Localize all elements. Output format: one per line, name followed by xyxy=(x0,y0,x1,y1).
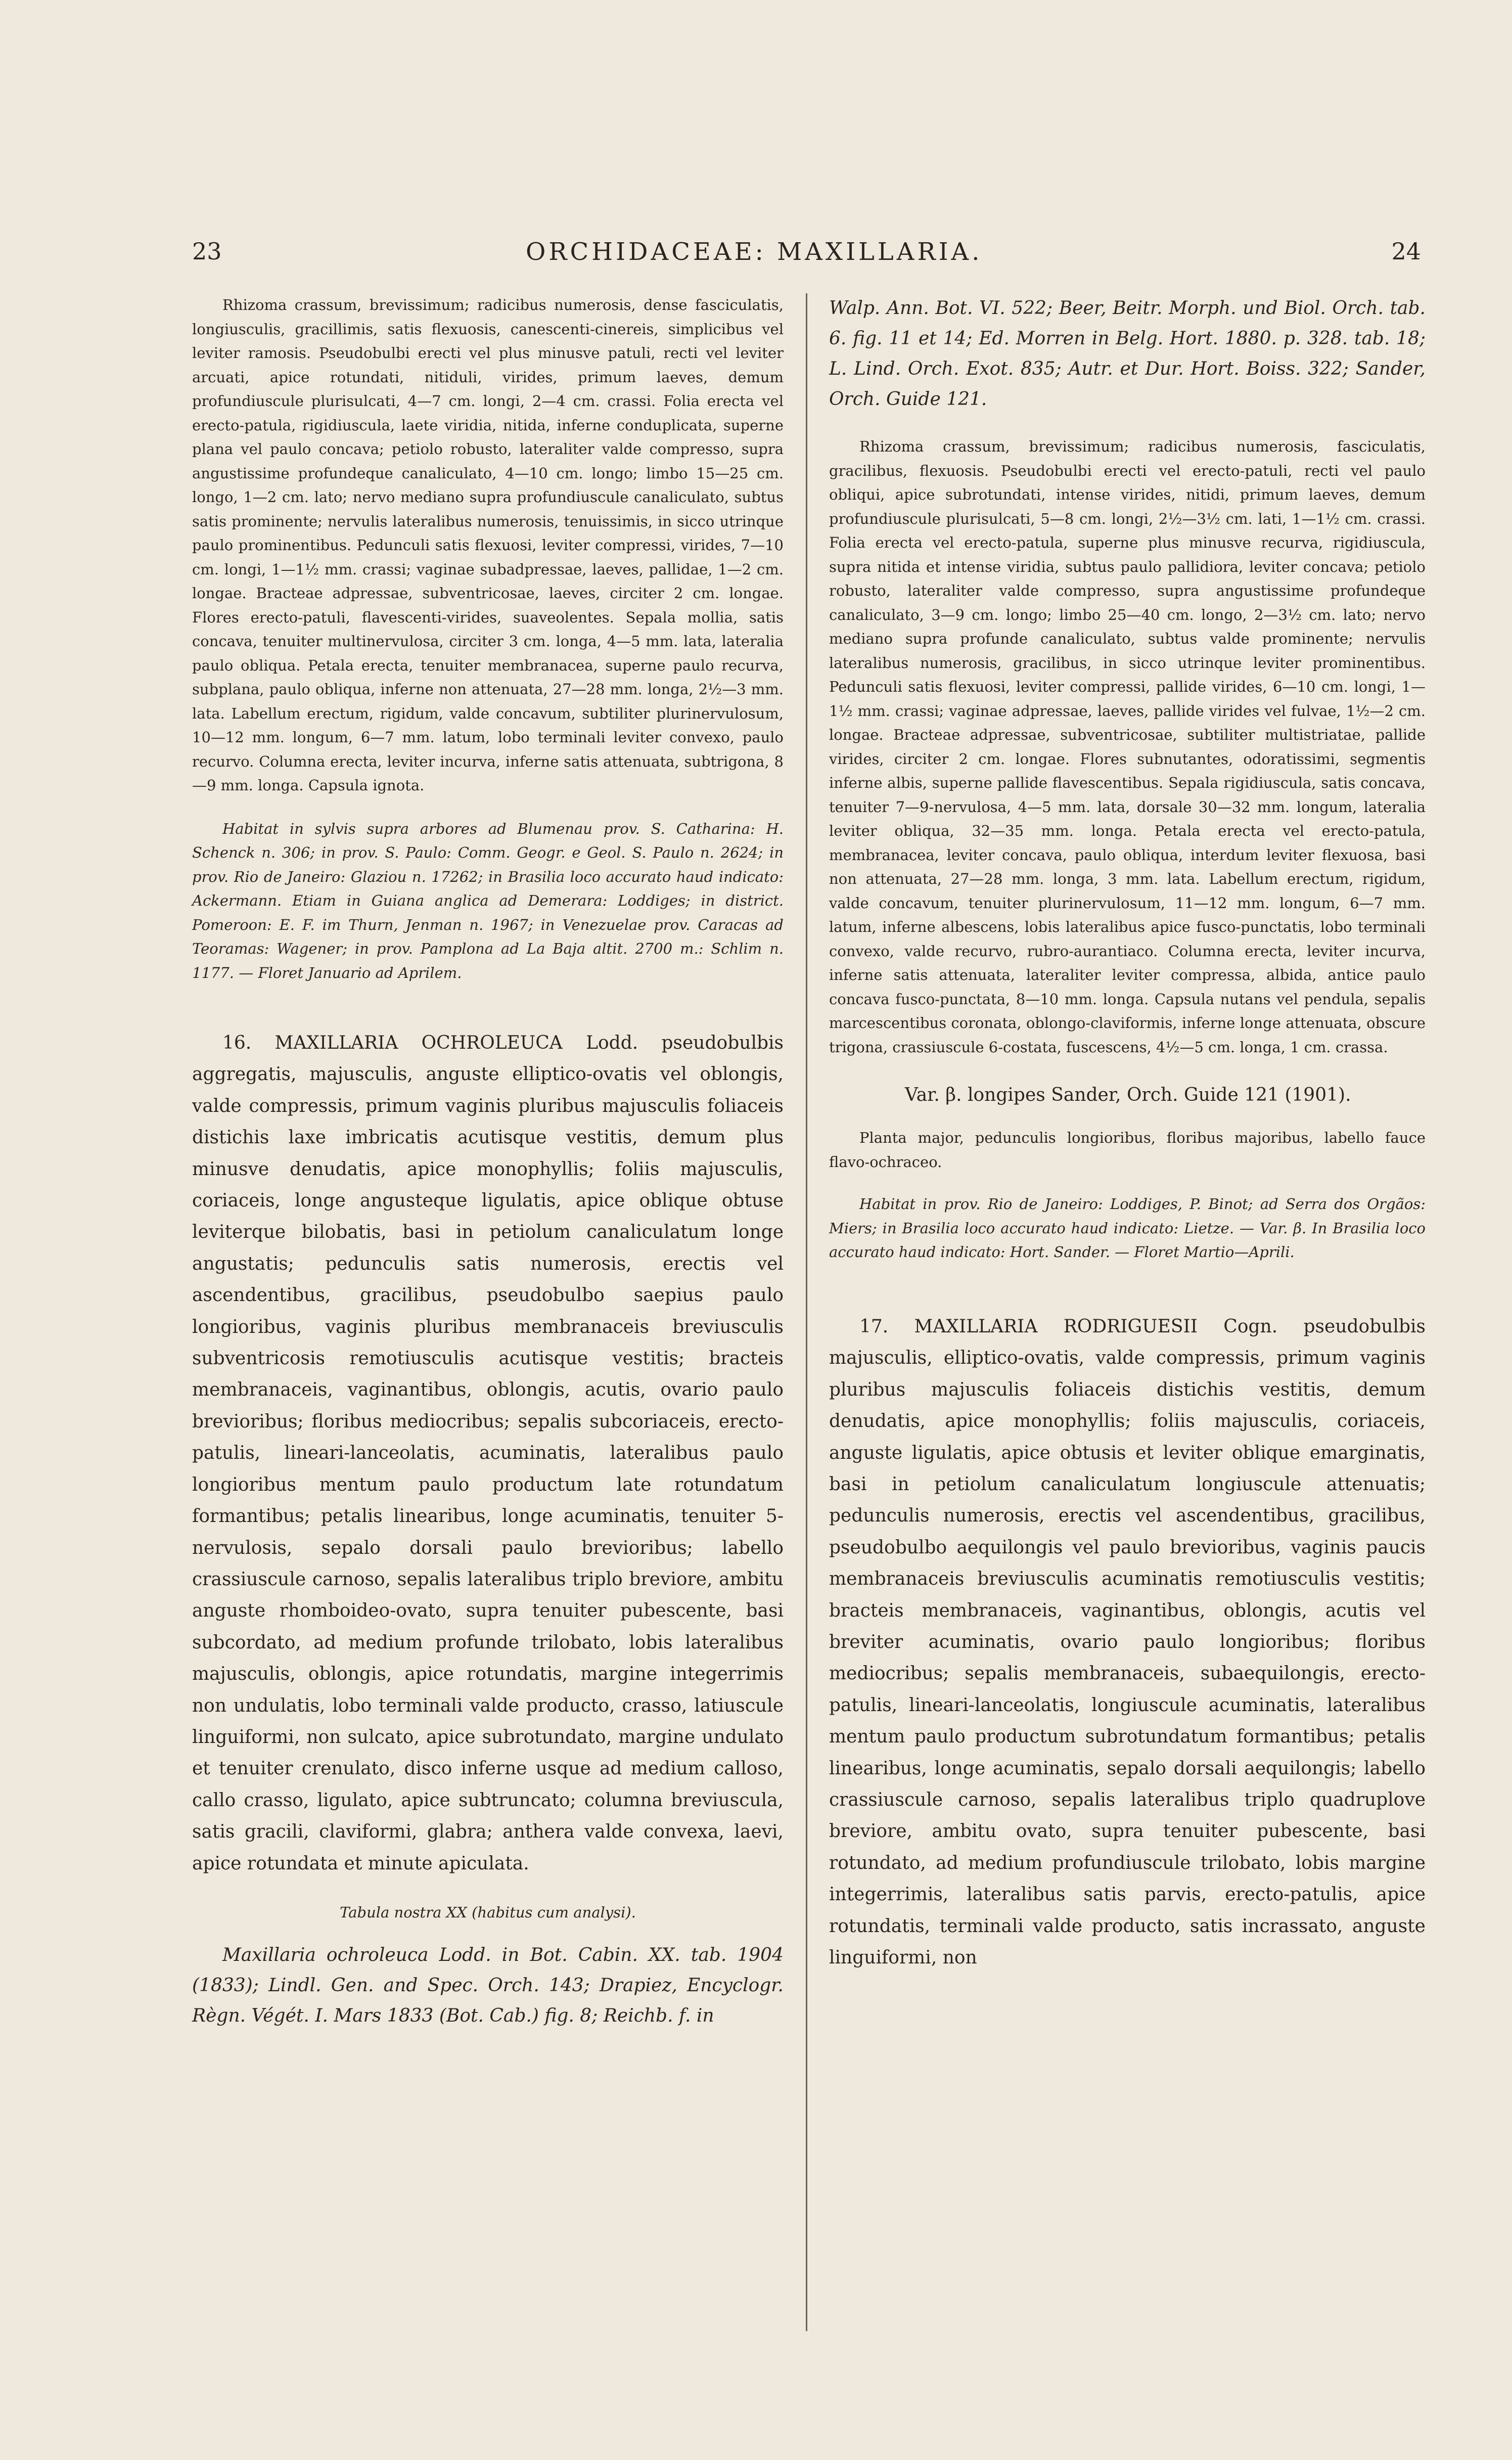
right-column xyxy=(829,293,1426,1974)
species-16-description: Rhizoma crassum, brevissimum; radicibus numerosis, fasciculatis, gracilibus, flexuosis. Pseudobulbi erecti vel erecto-patuli, recti vel paulo obliqui, apice subrotundati, intense virides, nitidi, primum laeves, demum profundiuscule plurisulcati, 5—8 cm. longi, 2½—3½ cm. lati, 1—1½ cm. crassi. Folia erecta vel erecto-patula, superne plus minusve recurva, rigidiuscula, supra nitida et intense viridia, subtus paulo pallidiora, leviter concava; petiolo robusto, lateraliter valde compresso, supra angustissime profundeque canaliculato, 3—9 cm. longo; limbo 25—40 cm. longo, 2—3½ cm. lato; nervo mediano supra profunde canaliculato, subtus valde prominente; nervulis lateralibus numerosis, gracilibus, in sicco utrinque leviter prominentibus. Pedunculi satis flexuosi, leviter compressi, pallide virides, 6—10 cm. longi, 1—1½ mm. crassi; vaginae adpressae, laeves, pallide virides vel fulvae, 1½—2 cm. longae. Bracteae adpressae, subventricosae, subtiliter multistriatae, pallide virides, circiter 2 cm. longae. Flores subnutantes, odoratissimi, segmentis inferne albis, superne pallide flavescentibus. Sepala rigidiuscula, satis concava, tenuiter 7—9-nervulosa, 4—5 mm. lata, dorsale 30—32 mm. longum, lateralia leviter obliqua, 32—35 mm. longa. Petala erecta vel erecto-patula, membranacea, leviter concava, paulo obliqua, interdum leviter flexuosa, basi non attenuata, 27—28 mm. longa, 3 mm. lata. Labellum erectum, rigidum, valde concavum, tenuiter plurinervulosum, 11—12 mm. longum, 6—7 mm. latum, inferne albescens, lobis lateralibus apice fusco-punctatis, lobo terminali convexo, valde recurvo, rubro-aurantiaco. Columna erecta, leviter incurva, inferne satis attenuata, lateraliter leviter compressa, albida, antice paulo concava fusco-punctata, 8—10 mm. longa. Capsula nutans vel pendula, sepalis marcescentibus coronata, oblongo-claviformis, inferne longe attenuata, obscure trigona, crassiuscule 6-costata, fuscescens, 4½—5 cm. longa, 1 cm. crassa. xyxy=(829,438,1426,1056)
species-description: Rhizoma crassum, brevissimum; radicibus numerosis, dense fasciculatis, longiusculis, gracillimis, satis flexuosis, canescenti-cinereis, simplicibus vel leviter ramosis. Pseudobulbi erecti vel plus minusve patuli, recti vel leviter arcuati, apice rotundati, nitiduli, virides, primum laeves, demum profundiuscule plurisulcati, 4—7 cm. longi, 2—4 cm. crassi. Folia erecta vel erecto-patula, rigidiuscula, laete viridia, nitida, inferne conduplicata, superne plana vel paulo concava; petiolo robusto, lateraliter valde compresso, supra angustissime profundeque canaliculato, 4—10 cm. longo; limbo 15—25 cm. longo, 1—2 cm. lato; nervo mediano supra profundiuscule canaliculato, subtus satis prominente; nervulis lateralibus numerosis, tenuissimis, in sicco utrinque paulo prominentibus. Pedunculi satis flexuosi, leviter compressi, virides, 7—10 cm. longi, 1—1½ mm. crassi; vaginae subadpressae, laeves, pallidae, 1—2 cm. longae. Bracteae adpressae, subventricosae, laeves, circiter 2 cm. longae. Flores erecto-patuli, flavescenti-virides, suaveolentes. Sepala mollia, satis concava, tenuiter multinervulosa, circiter 3 cm. longa, 4—5 mm. lata, lateralia paulo obliqua. Petala erecta, tenuiter membranacea, superne paulo recurva, subplana, paulo obliqua, inferne non attenuata, 27—28 mm. longa, 2½—3 mm. lata. Labellum erectum, rigidum, valde concavum, subtiliter plurinervulosum, 10—12 mm. longum, 6—7 mm. latum, lobo terminali leviter convexo, paulo recurvo. Columna erecta, leviter incurva, inferne satis attenuata, subtrigona, 8—9 mm. longa. Capsula ignota. xyxy=(192,296,784,794)
page-number-left: 23 xyxy=(192,238,222,265)
running-title: ORCHIDACEAE: MAXILLARIA. xyxy=(526,238,983,266)
left-column xyxy=(192,293,784,2031)
synonymy-citation: Maxillaria ochroleuca Lodd. in Bot. Cabin. XX. tab. 1904 (1833); Lindl. Gen. and Spec. Orch. 143; Drapiez, Encyclogr. Règn. Végét. I. Mars 1833 (Bot. Cab.) fig. 8; Reichb. f. in xyxy=(192,1944,784,2026)
species-17-diagnosis: 17. MAXILLARIA RODRIGUESII Cogn. pseudobulbis majusculis, elliptico-ovatis, valde compressis, primum vaginis pluribus majusculis foliaceis distichis vestitis, demum denudatis, apice monophyllis; foliis majusculis, coriaceis, anguste ligulatis, apice obtusis et leviter oblique emarginatis, basi in petiolum canaliculatum longiuscule attenuatis; pedunculis numerosis, erectis vel ascendentibus, gracilibus, pseudobulbo aequilongis vel paulo brevioribus, vaginis paucis membranaceis breviusculis acuminatis remotiusculis vestitis; bracteis membranaceis, vaginantibus, oblongis, acutis vel breviter acuminatis, ovario paulo longioribus; floribus mediocribus; sepalis membranaceis, subaequilongis, erecto-patulis, lineari-lanceolatis, longiuscule acuminatis, lateralibus mentum paulo productum subrotundatum formantibus; petalis linearibus, longe acuminatis, sepalo dorsali aequilongis; labello crassiuscule carnoso, sepalis lateralibus triplo quadruplove breviore, ambitu ovato, supra tenuiter pubescente, basi rotundato, ad medium profundiuscule trilobato, lobis margine integerrimis, lateralibus satis parvis, erecto-patulis, apice rotundatis, terminali valde producto, satis incrassato, anguste linguiformi, non xyxy=(829,1316,1426,1969)
variety-description: Planta major, pedunculis longioribus, floribus majoribus, labello fauce flavo-ochraceo. xyxy=(829,1129,1426,1171)
column-divider xyxy=(806,293,807,2331)
variety-heading: Var. β. longipes Sander, Orch. Guide 121 (1901). xyxy=(905,1085,1351,1105)
habitat-paragraph-right: Habitat in prov. Rio de Janeiro: Loddiges, P. Binot; ad Serra dos Orgãos: Miers; in Brasilia loco accurato haud indicato: Lietze. — Var. β. In Brasilia loco accurato haud indicato: Hort. Sander. — Floret Martio—Aprili. xyxy=(829,1195,1426,1261)
page-header xyxy=(192,238,1421,278)
habitat-paragraph: Habitat in sylvis supra arbores ad Blumenau prov. S. Catharina: H. Schenck n. 306; in prov. S. Paulo: Comm. Geogr. e Geol. S. Paulo n. 2624; in prov. Rio de Janeiro: Glaziou n. 17262; in Brasilia loco accurato haud indicato: Ackermann. Etiam in Guiana anglica ad Demerara: Loddiges; in district. Pomeroon: E. F. im Thurn, Jenman n. 1967; in Venezuelae prov. Caracas ad Teoramas: Wagener; in prov. Pamplona ad La Baja altit. 2700 m.: Schlim n. 1177. — Floret Januario ad Aprilem. xyxy=(192,820,784,981)
species-16-diagnosis: 16. MAXILLARIA OCHROLEUCA Lodd. pseudobulbis aggregatis, majusculis, anguste elliptico-ovatis vel oblongis, valde compressis, primum vaginis pluribus majusculis foliaceis distichis laxe imbricatis acutisque vestitis, demum plus minusve denudatis, apice monophyllis; foliis majusculis, coriaceis, longe angusteque ligulatis, apice oblique obtuse leviterque bilobatis, basi in petiolum canaliculatum longe angustatis; pedunculis satis numerosis, erectis vel ascendentibus, gracilibus, pseudobulbo saepius paulo longioribus, vaginis pluribus membranaceis breviusculis subventricosis remotiusculis acutisque vestitis; bracteis membranaceis, vaginantibus, oblongis, acutis, ovario paulo brevioribus; floribus mediocribus; sepalis subcoriaceis, erecto-patulis, lineari-lanceolatis, acuminatis, lateralibus paulo longioribus mentum paulo productum late rotundatum formantibus; petalis linearibus, longe acuminatis, tenuiter 5-nervulosis, sepalo dorsali paulo brevioribus; labello crassiuscule carnoso, sepalis lateralibus triplo breviore, ambitu anguste rhomboideo-ovato, supra tenuiter pubescente, basi subcordato, ad medium profunde trilobato, lobis lateralibus majusculis, oblongis, apice rotundatis, margine integerrimis non undulatis, lobo terminali valde producto, crasso, latiuscule linguiformi, non sulcato, apice subrotundato, margine undulato et tenuiter crenulato, disco inferne usque ad medium calloso, callo crasso, ligulato, apice subtruncato; columna breviuscula, satis gracili, claviformi, glabra; anthera valde convexa, laevi, apice rotundata et minute apiculata. xyxy=(192,1033,784,1874)
synonymy-citation-continued: Walp. Ann. Bot. VI. 522; Beer, Beitr. Morph. und Biol. Orch. tab. 6. fig. 11 et 14; Ed. Morren in Belg. Hort. 1880. p. 328. tab. 18; L. Lind. Orch. Exot. 835; Autr. et Dur. Hort. Boiss. 322; Sander, Orch. Guide 121. xyxy=(829,298,1426,410)
plate-caption: Tabula nostra XX (habitus cum analysi). xyxy=(340,1903,636,1921)
page-number-right: 24 xyxy=(1391,238,1421,265)
